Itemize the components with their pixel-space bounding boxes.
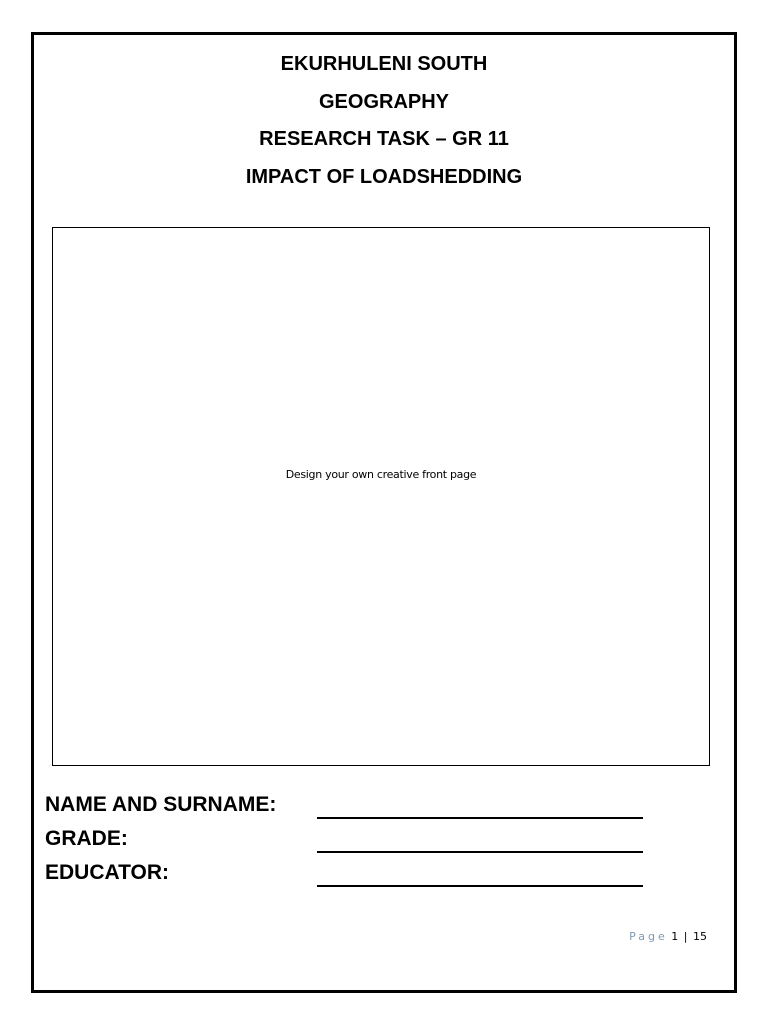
document-header [0,46,768,196]
page-number: 1 [671,930,679,943]
topic-title: IMPACT OF LOADSHEDDING [245,165,523,188]
page-separator: | [683,930,688,943]
task-title: RESEARCH TASK – GR 11 [259,128,509,150]
educator-label: EDUCATOR: [45,861,170,884]
name-surname-blank [317,817,643,819]
page-footer [629,930,707,943]
total-pages: 15 [693,930,707,943]
front-page-design-box [52,227,710,766]
subject-title: GEOGRAPHY [318,90,450,113]
name-surname-row [45,790,665,824]
name-surname-label: NAME AND SURNAME: [45,793,277,816]
school-name: EKURHULENI SOUTH [280,53,488,75]
student-info-fields [45,790,665,892]
grade-label: GRADE: [45,827,128,850]
grade-blank [317,851,643,853]
page-word: Page [629,930,668,943]
grade-row [45,824,665,858]
design-box-instruction: Design your own creative front page [285,468,477,481]
educator-blank [317,885,643,887]
educator-row [45,858,665,892]
